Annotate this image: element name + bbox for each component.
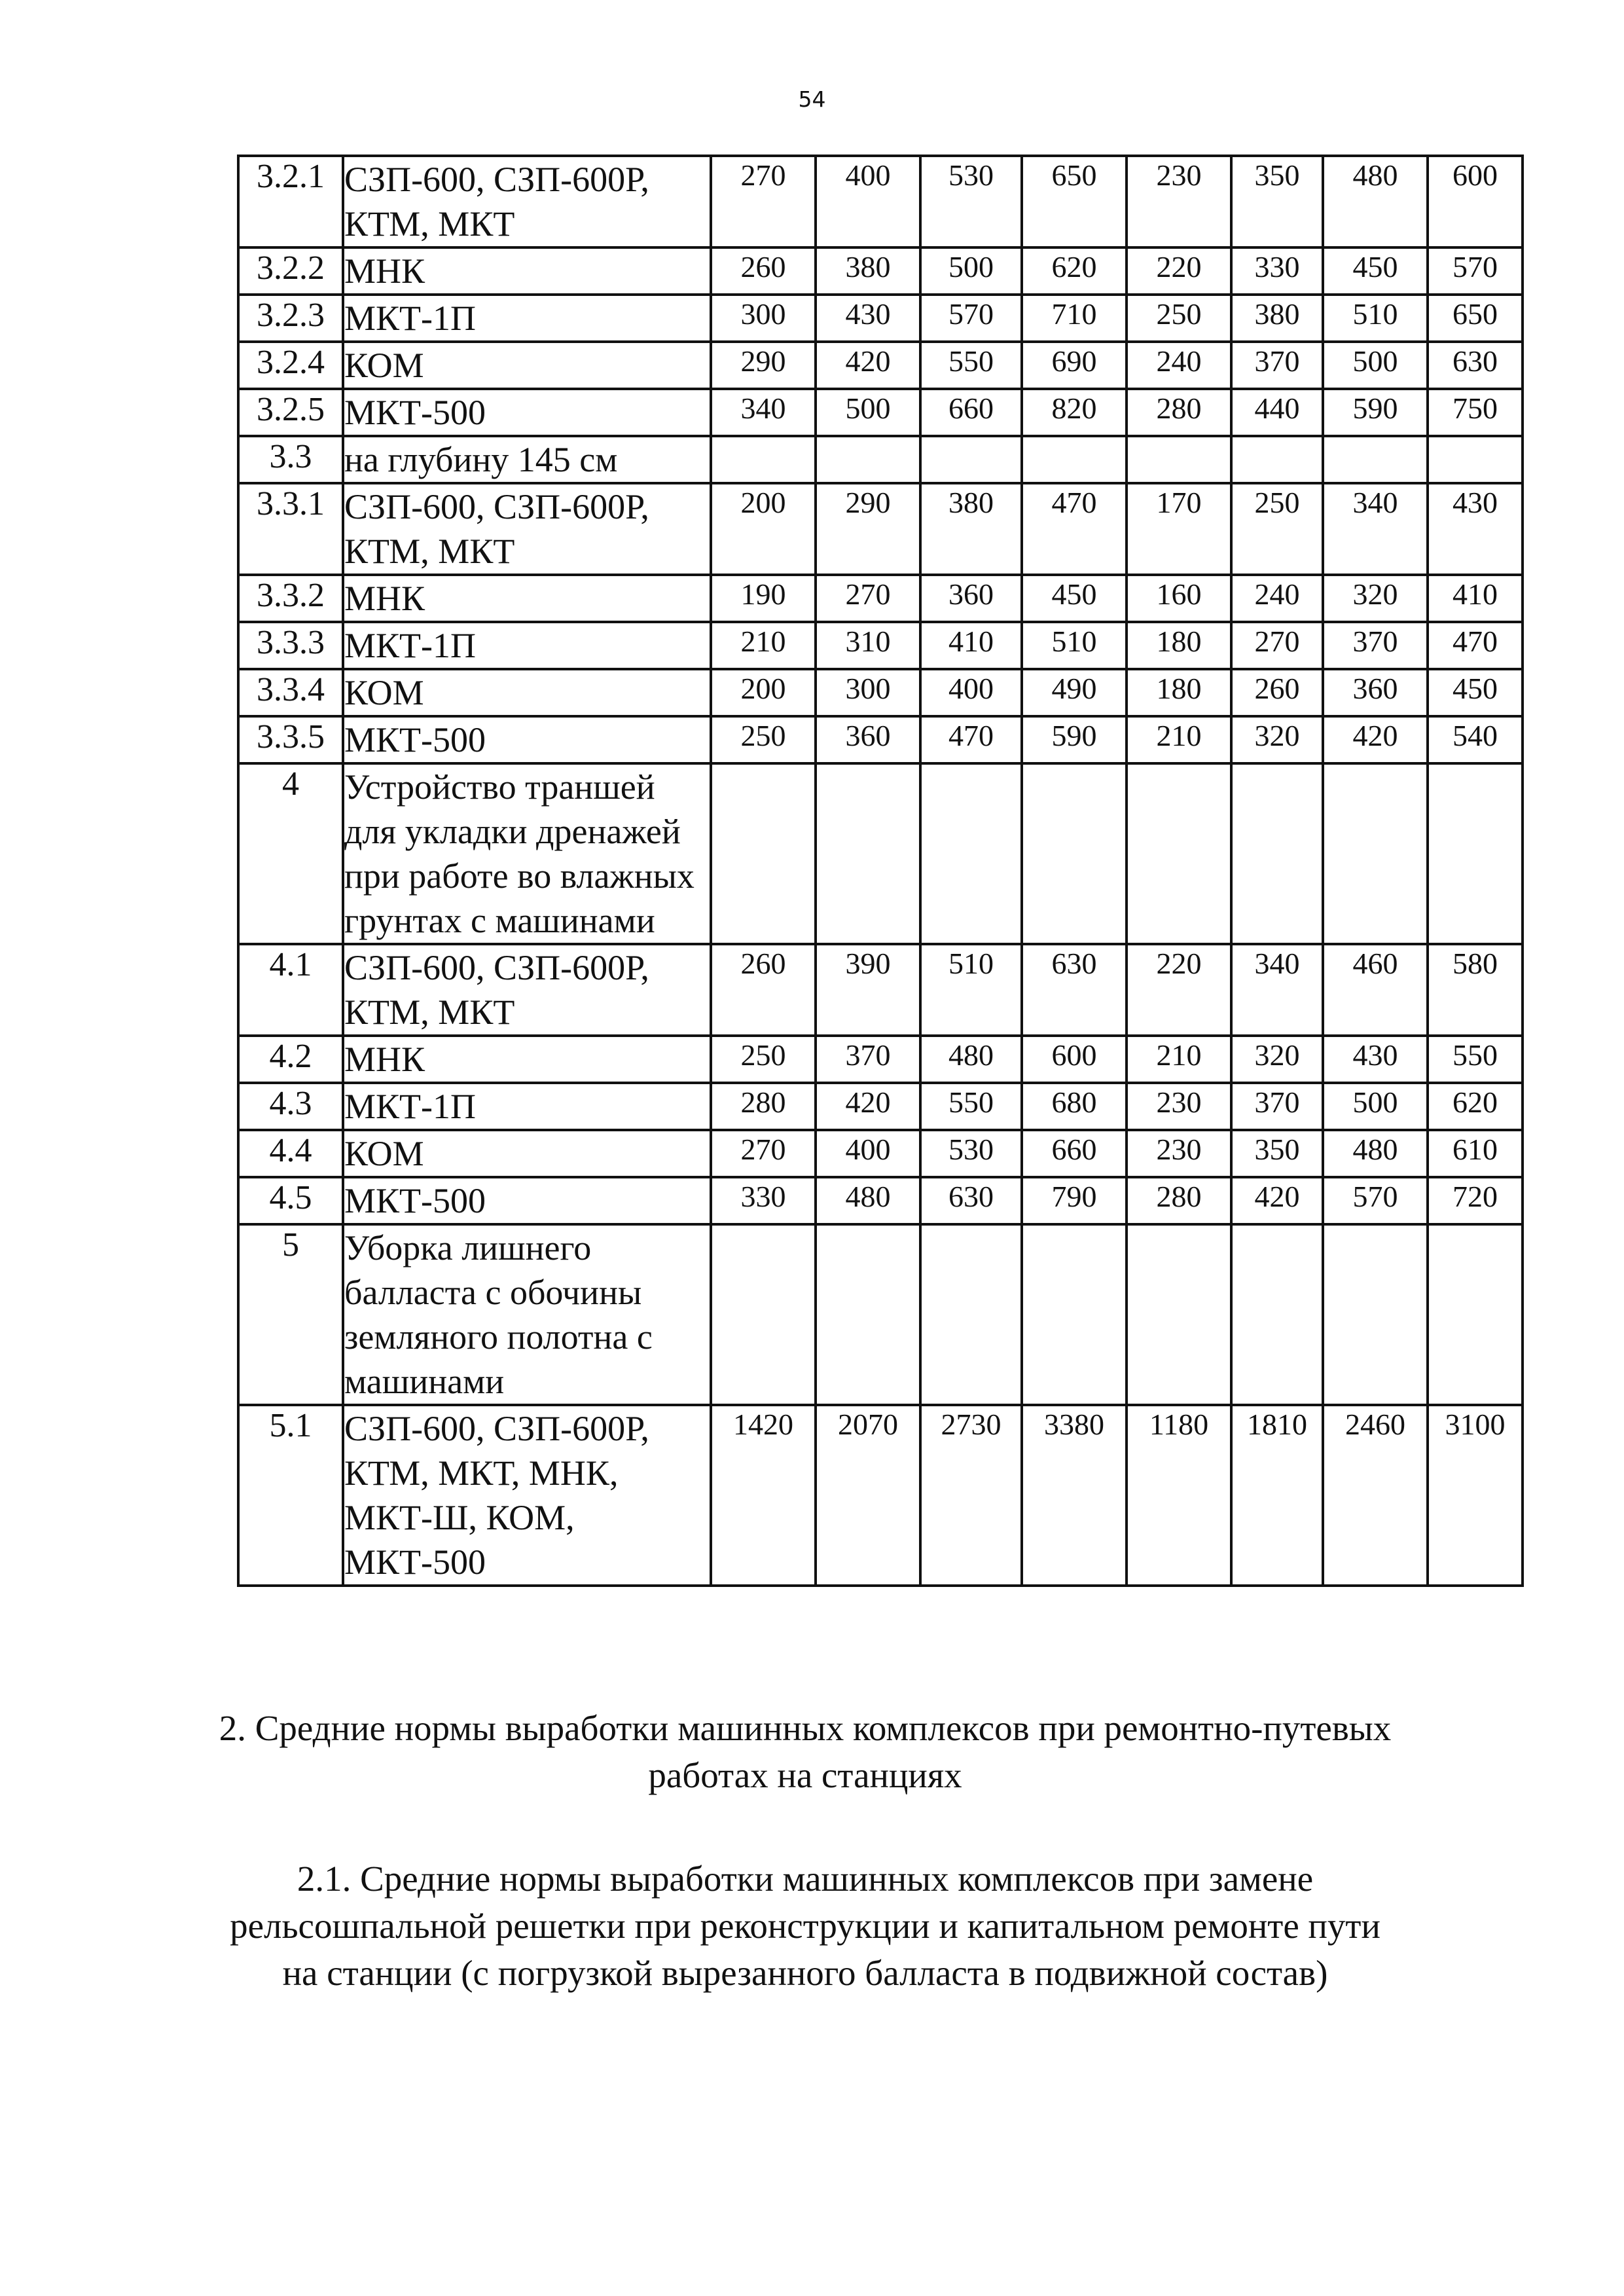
row-value: 270 <box>1231 622 1323 669</box>
row-number: 3.3 <box>238 436 343 483</box>
row-name: КОМ <box>343 1130 711 1177</box>
row-value: 570 <box>1323 1177 1428 1224</box>
row-value: 390 <box>816 944 920 1036</box>
row-value: 2460 <box>1323 1405 1428 1586</box>
row-value <box>1127 1224 1231 1405</box>
table-row <box>238 763 1523 944</box>
row-value <box>1231 1224 1323 1405</box>
row-value: 210 <box>711 622 816 669</box>
row-value: 420 <box>1231 1177 1323 1224</box>
row-value <box>1323 1224 1428 1405</box>
row-value: 620 <box>1428 1083 1523 1130</box>
row-number: 3.2.2 <box>238 247 343 295</box>
row-number: 3.2.4 <box>238 342 343 389</box>
table-row <box>238 156 1523 247</box>
row-value: 160 <box>1127 575 1231 622</box>
row-value: 550 <box>1428 1036 1523 1083</box>
row-value: 460 <box>1323 944 1428 1036</box>
table-row <box>238 1405 1523 1586</box>
row-value: 2070 <box>816 1405 920 1586</box>
row-value: 180 <box>1127 622 1231 669</box>
table-body <box>238 156 1523 1586</box>
row-value <box>1127 436 1231 483</box>
row-name: СЗП-600, СЗП-600Р, КТМ, МКТ <box>343 944 711 1036</box>
row-value <box>711 1224 816 1405</box>
row-value: 310 <box>816 622 920 669</box>
row-value: 430 <box>1323 1036 1428 1083</box>
row-value <box>816 1224 920 1405</box>
row-value: 470 <box>1428 622 1523 669</box>
row-value: 510 <box>1323 295 1428 342</box>
row-number: 4.2 <box>238 1036 343 1083</box>
row-value <box>1428 436 1523 483</box>
row-value <box>1022 1224 1127 1405</box>
row-value: 500 <box>1323 342 1428 389</box>
row-value: 410 <box>1428 575 1523 622</box>
row-value: 250 <box>711 1036 816 1083</box>
row-value: 2730 <box>920 1405 1022 1586</box>
row-value: 400 <box>816 156 920 247</box>
row-value: 290 <box>711 342 816 389</box>
row-value: 480 <box>1323 1130 1428 1177</box>
row-name: МНК <box>343 575 711 622</box>
row-value: 340 <box>1231 944 1323 1036</box>
row-value: 380 <box>1231 295 1323 342</box>
table-row <box>238 1177 1523 1224</box>
row-name: КОМ <box>343 669 711 716</box>
row-value: 400 <box>816 1130 920 1177</box>
row-value: 270 <box>711 1130 816 1177</box>
row-value: 550 <box>920 342 1022 389</box>
row-value: 260 <box>711 247 816 295</box>
row-value: 350 <box>1231 156 1323 247</box>
row-name: Уборка лишнего балласта с обочины земляного полотна с машинами <box>343 1224 711 1405</box>
row-value: 220 <box>1127 247 1231 295</box>
row-name: МКТ-1П <box>343 622 711 669</box>
row-value: 510 <box>1022 622 1127 669</box>
row-value <box>1231 436 1323 483</box>
row-name: МКТ-500 <box>343 389 711 436</box>
row-number: 3.3.1 <box>238 483 343 575</box>
row-value: 580 <box>1428 944 1523 1036</box>
row-value: 170 <box>1127 483 1231 575</box>
row-value: 590 <box>1022 716 1127 763</box>
table-row <box>238 295 1523 342</box>
row-value <box>1428 763 1523 944</box>
row-value: 720 <box>1428 1177 1523 1224</box>
row-value: 350 <box>1231 1130 1323 1177</box>
section-heading-2: 2. Средние нормы выработки машинных комплексов при ремонтно-путевых работах на станциях <box>219 1708 1392 1795</box>
row-value: 510 <box>920 944 1022 1036</box>
row-value: 380 <box>816 247 920 295</box>
section-heading-2-1: 2.1. Средние нормы выработки машинных комплексов при замене рельсошпальной решетки при реконструкции и капитальном ремонте пути на станции (с погрузкой вырезанного балласта в подвижной состав) <box>230 1859 1380 1993</box>
row-value: 320 <box>1323 575 1428 622</box>
row-value: 480 <box>816 1177 920 1224</box>
row-value: 240 <box>1231 575 1323 622</box>
row-name: на глубину 145 см <box>343 436 711 483</box>
row-value: 260 <box>1231 669 1323 716</box>
row-value: 190 <box>711 575 816 622</box>
row-value: 370 <box>816 1036 920 1083</box>
row-value: 230 <box>1127 1083 1231 1130</box>
row-value <box>920 763 1022 944</box>
row-value: 620 <box>1022 247 1127 295</box>
row-value: 250 <box>711 716 816 763</box>
row-value: 1810 <box>1231 1405 1323 1586</box>
row-name: МКТ-1П <box>343 1083 711 1130</box>
row-value <box>816 763 920 944</box>
row-value: 530 <box>920 1130 1022 1177</box>
row-value: 240 <box>1127 342 1231 389</box>
row-value: 430 <box>816 295 920 342</box>
row-name: СЗП-600, СЗП-600Р, КТМ, МКТ <box>343 156 711 247</box>
row-value: 3100 <box>1428 1405 1523 1586</box>
row-value: 600 <box>1428 156 1523 247</box>
row-value: 300 <box>711 295 816 342</box>
table-row <box>238 622 1523 669</box>
row-value: 500 <box>920 247 1022 295</box>
table-row <box>238 483 1523 575</box>
row-name: СЗП-600, СЗП-600Р, КТМ, МКТ <box>343 483 711 575</box>
row-value: 660 <box>920 389 1022 436</box>
row-number: 3.2.3 <box>238 295 343 342</box>
row-value: 280 <box>711 1083 816 1130</box>
row-value: 340 <box>1323 483 1428 575</box>
row-number: 4.3 <box>238 1083 343 1130</box>
row-value: 370 <box>1231 342 1323 389</box>
table-row <box>238 575 1523 622</box>
row-value <box>711 436 816 483</box>
row-value: 250 <box>1127 295 1231 342</box>
row-value: 420 <box>816 342 920 389</box>
row-value: 420 <box>1323 716 1428 763</box>
row-value: 410 <box>920 622 1022 669</box>
row-value: 630 <box>1428 342 1523 389</box>
row-value <box>1127 763 1231 944</box>
row-value: 480 <box>920 1036 1022 1083</box>
row-value: 270 <box>711 156 816 247</box>
row-value: 200 <box>711 669 816 716</box>
row-value <box>816 436 920 483</box>
row-value: 340 <box>711 389 816 436</box>
row-value <box>1428 1224 1523 1405</box>
row-number: 4 <box>238 763 343 944</box>
row-number: 3.2.1 <box>238 156 343 247</box>
row-value: 280 <box>1127 1177 1231 1224</box>
row-value: 570 <box>920 295 1022 342</box>
row-number: 5 <box>238 1224 343 1405</box>
row-value: 180 <box>1127 669 1231 716</box>
row-number: 4.1 <box>238 944 343 1036</box>
row-value: 320 <box>1231 1036 1323 1083</box>
row-value: 300 <box>816 669 920 716</box>
row-value: 470 <box>920 716 1022 763</box>
row-value <box>1022 436 1127 483</box>
row-value: 610 <box>1428 1130 1523 1177</box>
row-value <box>1022 763 1127 944</box>
row-number: 5.1 <box>238 1405 343 1586</box>
table-row <box>238 342 1523 389</box>
row-value: 370 <box>1323 622 1428 669</box>
row-value: 490 <box>1022 669 1127 716</box>
row-value: 450 <box>1323 247 1428 295</box>
row-value: 570 <box>1428 247 1523 295</box>
row-value: 500 <box>816 389 920 436</box>
row-value: 630 <box>1022 944 1127 1036</box>
row-value: 630 <box>920 1177 1022 1224</box>
row-value: 290 <box>816 483 920 575</box>
row-value: 660 <box>1022 1130 1127 1177</box>
row-name: КОМ <box>343 342 711 389</box>
row-value: 200 <box>711 483 816 575</box>
row-value: 600 <box>1022 1036 1127 1083</box>
table-row <box>238 716 1523 763</box>
row-value: 650 <box>1428 295 1523 342</box>
row-value: 330 <box>1231 247 1323 295</box>
row-value: 550 <box>920 1083 1022 1130</box>
row-value: 360 <box>1323 669 1428 716</box>
row-value <box>1231 763 1323 944</box>
table-row <box>238 436 1523 483</box>
row-value: 820 <box>1022 389 1127 436</box>
table-row <box>238 247 1523 295</box>
row-value: 210 <box>1127 1036 1231 1083</box>
table-row <box>238 1083 1523 1130</box>
row-value: 750 <box>1428 389 1523 436</box>
table-row <box>238 389 1523 436</box>
row-value: 540 <box>1428 716 1523 763</box>
row-value: 270 <box>816 575 920 622</box>
row-value <box>711 763 816 944</box>
row-value: 1420 <box>711 1405 816 1586</box>
row-value: 430 <box>1428 483 1523 575</box>
row-name: СЗП-600, СЗП-600Р, КТМ, МКТ, МНК, МКТ-Ш, КОМ, МКТ-500 <box>343 1405 711 1586</box>
row-value: 250 <box>1231 483 1323 575</box>
row-value <box>1323 436 1428 483</box>
row-name: МНК <box>343 1036 711 1083</box>
row-number: 3.3.5 <box>238 716 343 763</box>
row-value: 690 <box>1022 342 1127 389</box>
row-value <box>920 1224 1022 1405</box>
norms-table <box>237 155 1524 1587</box>
row-value: 360 <box>816 716 920 763</box>
row-number: 3.3.3 <box>238 622 343 669</box>
row-value: 1180 <box>1127 1405 1231 1586</box>
row-value: 480 <box>1323 156 1428 247</box>
row-value: 220 <box>1127 944 1231 1036</box>
row-value: 370 <box>1231 1083 1323 1130</box>
row-value: 450 <box>1022 575 1127 622</box>
row-value: 210 <box>1127 716 1231 763</box>
row-value: 380 <box>920 483 1022 575</box>
table-row <box>238 1130 1523 1177</box>
row-value: 260 <box>711 944 816 1036</box>
row-value: 590 <box>1323 389 1428 436</box>
row-value: 650 <box>1022 156 1127 247</box>
row-value: 440 <box>1231 389 1323 436</box>
row-name: Устройство траншей для укладки дренажей при работе во влажных грунтах с машинами <box>343 763 711 944</box>
row-value: 230 <box>1127 156 1231 247</box>
row-value: 530 <box>920 156 1022 247</box>
row-value: 500 <box>1323 1083 1428 1130</box>
row-value: 790 <box>1022 1177 1127 1224</box>
row-value: 450 <box>1428 669 1523 716</box>
row-value: 330 <box>711 1177 816 1224</box>
row-value: 420 <box>816 1083 920 1130</box>
row-value: 710 <box>1022 295 1127 342</box>
row-value: 400 <box>920 669 1022 716</box>
row-name: МКТ-500 <box>343 1177 711 1224</box>
row-name: МНК <box>343 247 711 295</box>
row-value: 680 <box>1022 1083 1127 1130</box>
page-number: 54 <box>798 86 826 112</box>
row-value: 280 <box>1127 389 1231 436</box>
table-row <box>238 1036 1523 1083</box>
row-value: 3380 <box>1022 1405 1127 1586</box>
table-row <box>238 944 1523 1036</box>
row-number: 3.2.5 <box>238 389 343 436</box>
table-row <box>238 1224 1523 1405</box>
row-number: 4.5 <box>238 1177 343 1224</box>
row-value: 470 <box>1022 483 1127 575</box>
row-number: 4.4 <box>238 1130 343 1177</box>
row-value: 230 <box>1127 1130 1231 1177</box>
row-number: 3.3.4 <box>238 669 343 716</box>
table-row <box>238 669 1523 716</box>
row-number: 3.3.2 <box>238 575 343 622</box>
row-value <box>920 436 1022 483</box>
row-value: 360 <box>920 575 1022 622</box>
row-name: МКТ-500 <box>343 716 711 763</box>
row-name: МКТ-1П <box>343 295 711 342</box>
row-value: 320 <box>1231 716 1323 763</box>
row-value <box>1323 763 1428 944</box>
